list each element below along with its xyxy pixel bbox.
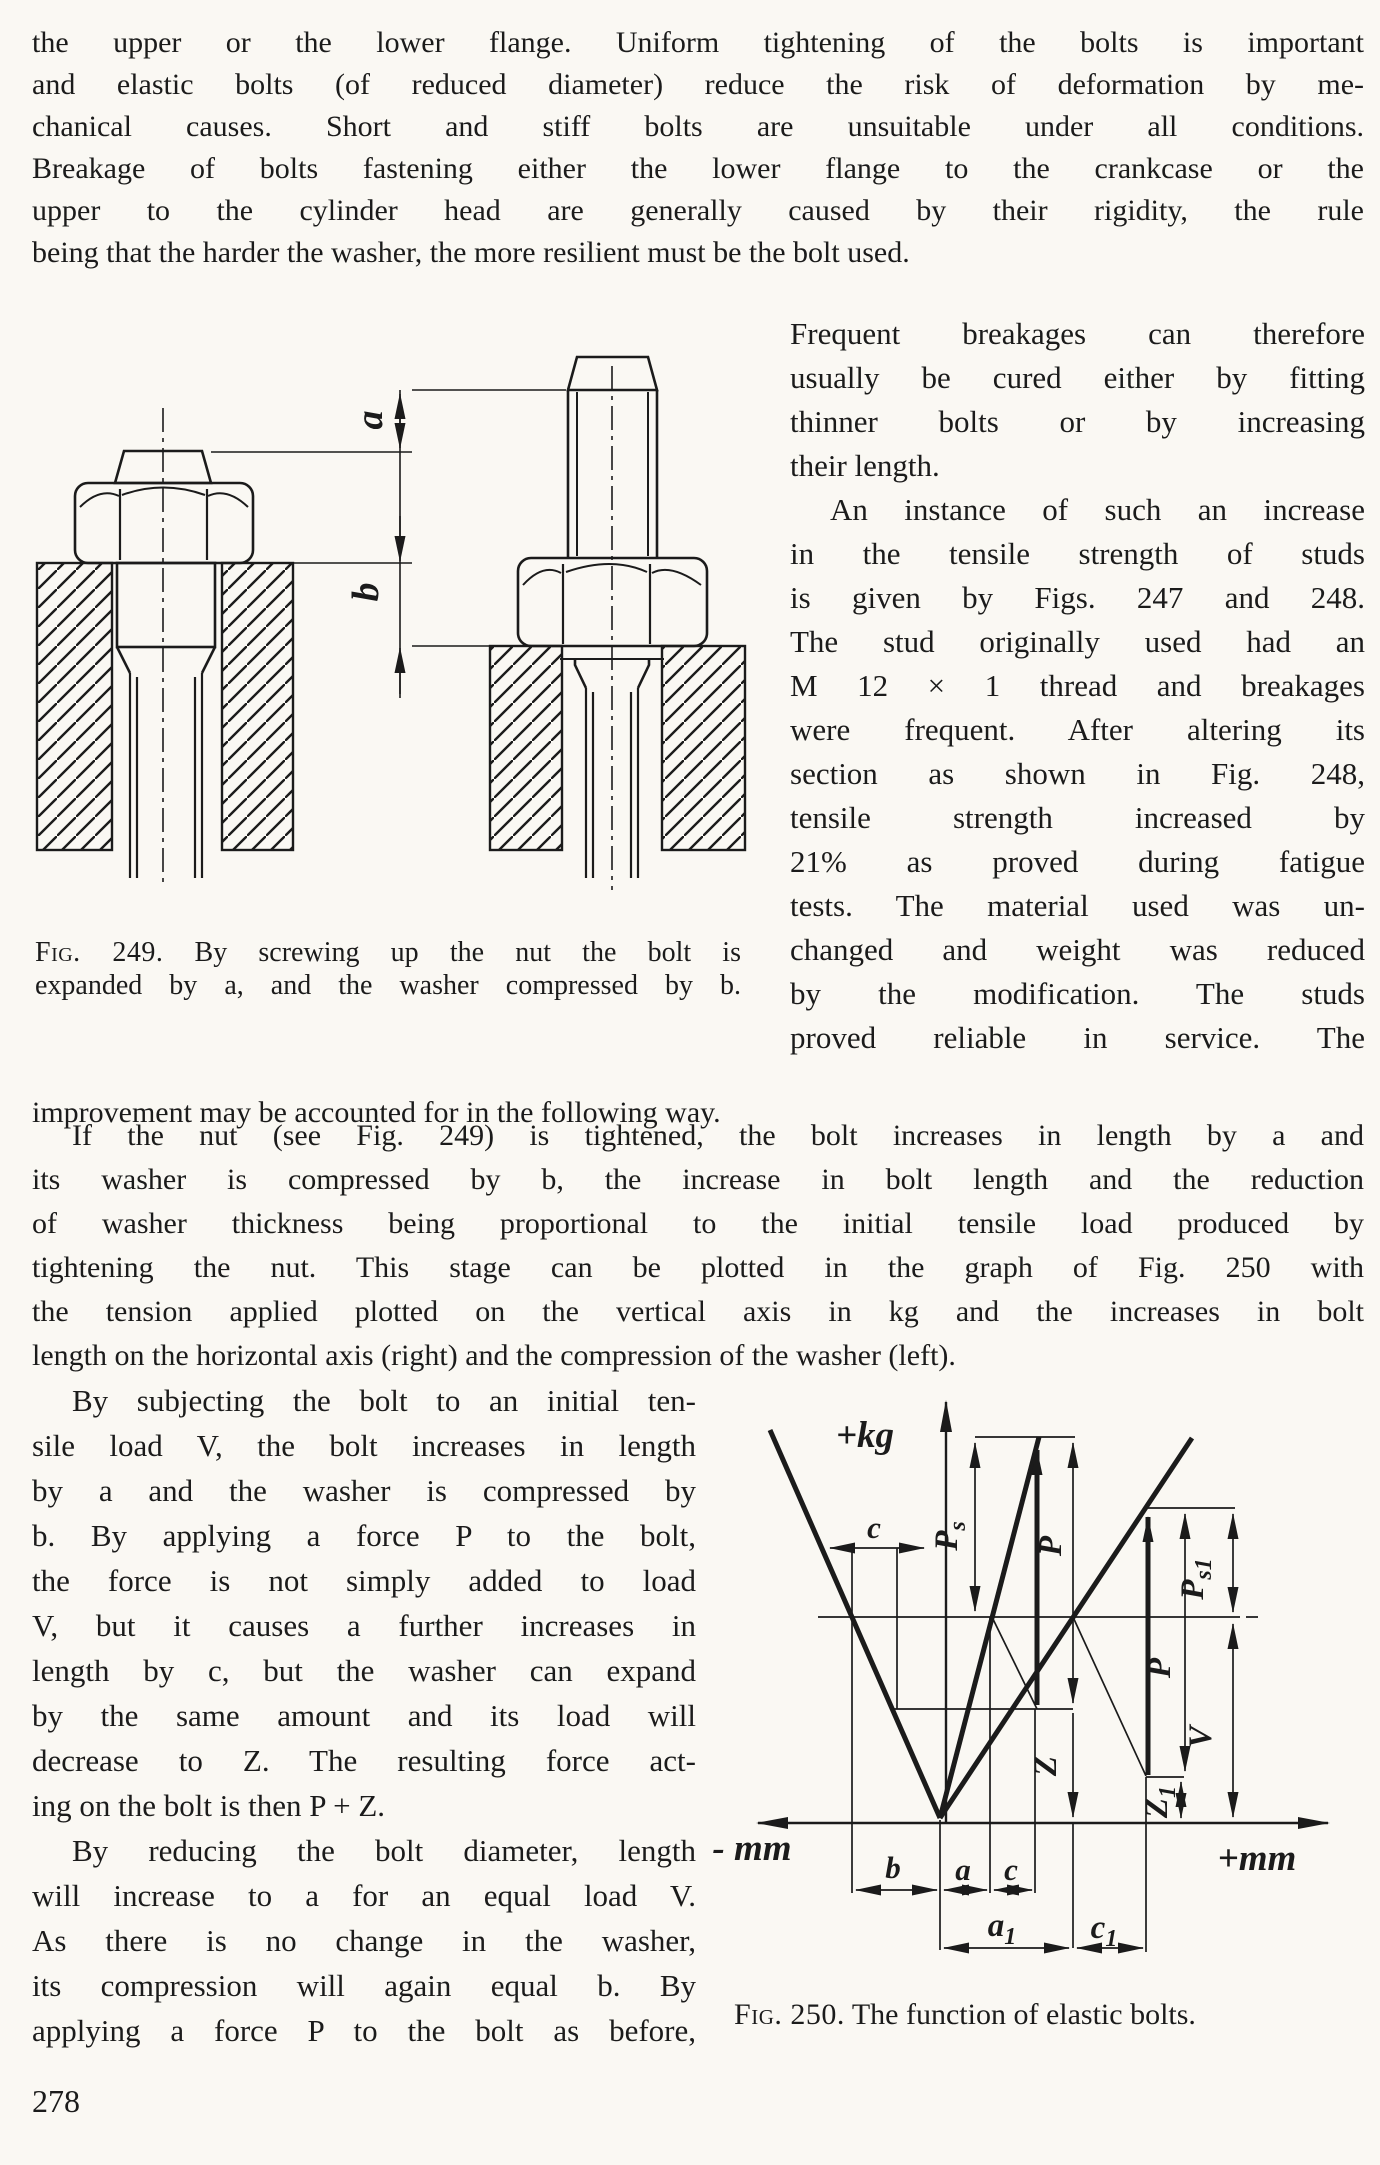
text-line: being that the harder the washer, the more resilient must be the bolt used. bbox=[32, 236, 910, 269]
text-line: decrease to Z. The resulting force act- bbox=[32, 1743, 696, 1778]
text-line: By subjecting the bolt to an initial ten- bbox=[72, 1383, 696, 1418]
paragraph-top bbox=[32, 22, 1364, 274]
elastic-bolt-line bbox=[940, 1438, 1192, 1818]
figure-249-drawing bbox=[25, 345, 790, 900]
text-line: sile load V, the bolt increases in length bbox=[32, 1428, 696, 1463]
text-line: and elastic bolts (of reduced diameter) reduce the risk of deformation by me- bbox=[32, 68, 1364, 101]
text-line: Frequent breakages can therefore bbox=[790, 316, 1365, 351]
c-top-label: c bbox=[867, 1510, 881, 1545]
page-number: 278 bbox=[32, 2083, 80, 2119]
P-right-label: P bbox=[1142, 1657, 1178, 1679]
kg-axis-label: +kg bbox=[835, 1415, 895, 1456]
caption-text: By screwing up the nut the bolt is bbox=[163, 937, 741, 968]
text-line: changed and weight was reduced bbox=[790, 932, 1365, 967]
label-sub: 1 bbox=[1105, 1926, 1118, 1952]
text-line: section as shown in Fig. 248, bbox=[790, 756, 1365, 791]
washer-line bbox=[770, 1430, 940, 1818]
text-line: chanical causes. Short and stiff bolts are unsuitable under all conditions. bbox=[32, 110, 1364, 143]
text-line: proved reliable in service. The bbox=[790, 1020, 1365, 1055]
label-main: c bbox=[1090, 1910, 1106, 1946]
text-line: is given by Figs. 247 and 248. bbox=[790, 580, 1365, 615]
text-line: If the nut (see Fig. 249) is tightened, the bolt increases in length by a and bbox=[72, 1119, 1364, 1152]
text-line: upper to the cylinder head are generally caused by their rigidity, the rule bbox=[32, 194, 1364, 227]
c-label: c bbox=[1004, 1852, 1018, 1887]
text-line: V, but it causes a further increases in bbox=[32, 1608, 696, 1643]
minus-mm-axis-label: - mm bbox=[712, 1828, 792, 1869]
text-line: length by c, but the washer can expand bbox=[32, 1653, 696, 1688]
hex-nut bbox=[75, 483, 253, 563]
label-main: a bbox=[987, 1908, 1005, 1944]
text-line: will increase to a for an equal load V. bbox=[32, 1878, 696, 1913]
text-line: Breakage of bolts fastening either the lower flange to the crankcase or the bbox=[32, 152, 1364, 185]
text-line: by the same amount and its load will bbox=[32, 1698, 696, 1733]
figure-250-graph bbox=[712, 1380, 1350, 1965]
column-left bbox=[32, 1378, 696, 2053]
Ps-label bbox=[929, 1521, 971, 1552]
text-line: As there is no change in the washer, bbox=[32, 1923, 696, 1958]
text-line: its compression will again equal b. By bbox=[32, 1968, 696, 2003]
right-bolt-assembly bbox=[490, 357, 745, 878]
a1-label bbox=[988, 1908, 1017, 1950]
dimension-b-label: b bbox=[345, 582, 387, 602]
label-sub: s bbox=[945, 1521, 971, 1531]
text-line: the tension applied plotted on the vertical axis in kg and the increases in bolt bbox=[32, 1295, 1364, 1328]
plus-mm-axis-label: +mm bbox=[1217, 1838, 1297, 1879]
text-line: M 12 × 1 thread and breakages bbox=[790, 668, 1365, 703]
flange-hatched bbox=[662, 646, 745, 850]
b-label: b bbox=[885, 1850, 901, 1885]
figure-label: Fig. 250. bbox=[734, 1998, 845, 2031]
left-bolt-assembly bbox=[37, 451, 293, 878]
Z-label: Z bbox=[1028, 1755, 1064, 1777]
text-line: in the tensile strength of studs bbox=[790, 536, 1365, 571]
text-line: 21% as proved during fatigue bbox=[790, 844, 1365, 879]
flange-hatched bbox=[222, 563, 293, 850]
label-main: P bbox=[1175, 1579, 1211, 1600]
flange-hatched bbox=[490, 646, 562, 850]
text-line: tests. The material used was un- bbox=[790, 888, 1365, 923]
text-line: length on the horizontal axis (right) and the compression of the washer (left). bbox=[32, 1339, 956, 1372]
a-label: a bbox=[955, 1852, 971, 1887]
text-line: improvement may be accounted for in the following way. bbox=[32, 1096, 721, 1129]
Ps1-label bbox=[1175, 1558, 1217, 1601]
text-line: by a and the washer is compressed by bbox=[32, 1473, 696, 1508]
V-label: V bbox=[1183, 1725, 1219, 1749]
figure-250-caption bbox=[730, 1998, 1200, 2032]
text-line: their length. bbox=[790, 448, 940, 483]
label-sub: 1 bbox=[1155, 1785, 1181, 1798]
stud-shank bbox=[130, 673, 202, 878]
caption-text: The function of elastic bolts. bbox=[844, 1998, 1196, 2031]
P-left-label: P bbox=[1033, 1535, 1069, 1557]
text-line: thinner bolts or by increasing bbox=[790, 404, 1365, 439]
caption-line bbox=[35, 936, 741, 969]
c1-label bbox=[1091, 1910, 1118, 1952]
label-main: Z bbox=[1139, 1797, 1175, 1819]
text-line: the force is not simply added to load bbox=[32, 1563, 696, 1598]
text-line: An instance of such an increase bbox=[830, 492, 1365, 527]
column-right bbox=[790, 312, 1365, 1060]
label-sub: 1 bbox=[1004, 1924, 1017, 1950]
text-line: of washer thickness being proportional to the initial tensile load produced by bbox=[32, 1207, 1364, 1240]
caption-line: expanded by a, and the washer compressed by b. bbox=[35, 970, 741, 1001]
label-sub: s1 bbox=[1191, 1558, 1217, 1580]
figure-label: Fig. 249. bbox=[35, 937, 164, 968]
dimension-a-label: a bbox=[349, 410, 391, 430]
text-line: tightening the nut. This stage can be plotted in the graph of Fig. 250 with bbox=[32, 1251, 1364, 1284]
flange-hatched bbox=[37, 563, 112, 850]
text-line: usually be cured either by fitting bbox=[790, 360, 1365, 395]
text-line: b. By applying a force P to the bolt, bbox=[32, 1518, 696, 1553]
thread-block bbox=[117, 563, 215, 647]
text-line: By reducing the bolt diameter, length bbox=[72, 1833, 696, 1868]
figure-249-caption bbox=[35, 936, 741, 1002]
text-line: tensile strength increased by bbox=[790, 800, 1365, 835]
label-main: P bbox=[929, 1530, 965, 1551]
paragraph-middle bbox=[32, 1114, 1364, 1378]
text-line: ing on the bolt is then P + Z. bbox=[32, 1788, 386, 1823]
text-line: its washer is compressed by b, the increase in bolt length and the reduction bbox=[32, 1163, 1364, 1196]
text-line: were frequent. After altering its bbox=[790, 712, 1365, 747]
text-line: by the modification. The studs bbox=[790, 976, 1365, 1011]
text-line: applying a force P to the bolt as before, bbox=[32, 2013, 696, 2048]
text-line: The stud originally used had an bbox=[790, 624, 1365, 659]
text-line: the upper or the lower flange. Uniform tightening of the bolts is important bbox=[32, 26, 1364, 59]
